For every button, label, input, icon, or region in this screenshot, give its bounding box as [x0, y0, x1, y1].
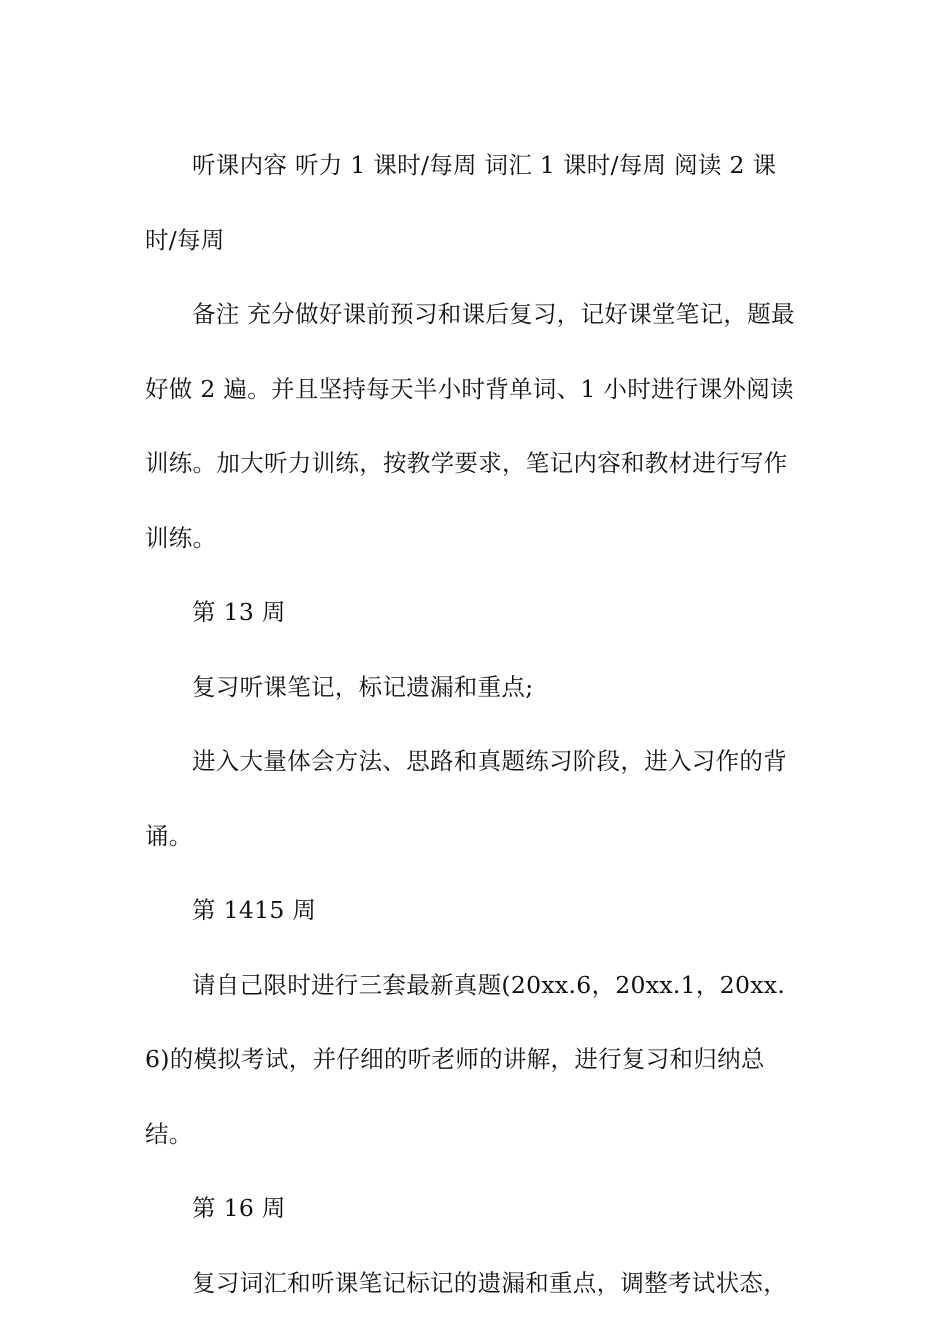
paragraph-notes: 备注 充分做好课前预习和课后复习，记好课堂笔记，题最好做 2 遍。并且坚持每天半小时背单词、1 小时进行课外阅读训练。加大听力训练，按教学要求，笔记内容和教材进行写作训练。 — [145, 300, 795, 552]
heading-week-14-15: 第 1415 周 — [192, 896, 317, 924]
heading-week-16: 第 16 周 — [192, 1194, 286, 1222]
paragraph-mock-exams: 请自己限时进行三套最新真题(20xx.6，20xx.1，20xx.6)的模拟考试，并仔细的听老师的讲解，进行复习和归纳总结。 — [145, 970, 786, 1148]
heading-week-13: 第 13 周 — [192, 598, 286, 626]
paragraph-lecture-content: 听课内容 听力 1 课时/每周 词汇 1 课时/每周 阅读 2 课时/每周 — [145, 151, 777, 254]
paragraph-practice-stage: 进入大量体会方法、思路和真题练习阶段，进入习作的背诵。 — [145, 747, 787, 850]
paragraph-final-review: 复习词汇和听课笔记标记的遗漏和重点，调整考试状态， — [192, 1268, 787, 1297]
paragraph-review-notes: 复习听课笔记，标记遗漏和重点; — [192, 672, 534, 701]
document-body — [145, 128, 805, 1320]
